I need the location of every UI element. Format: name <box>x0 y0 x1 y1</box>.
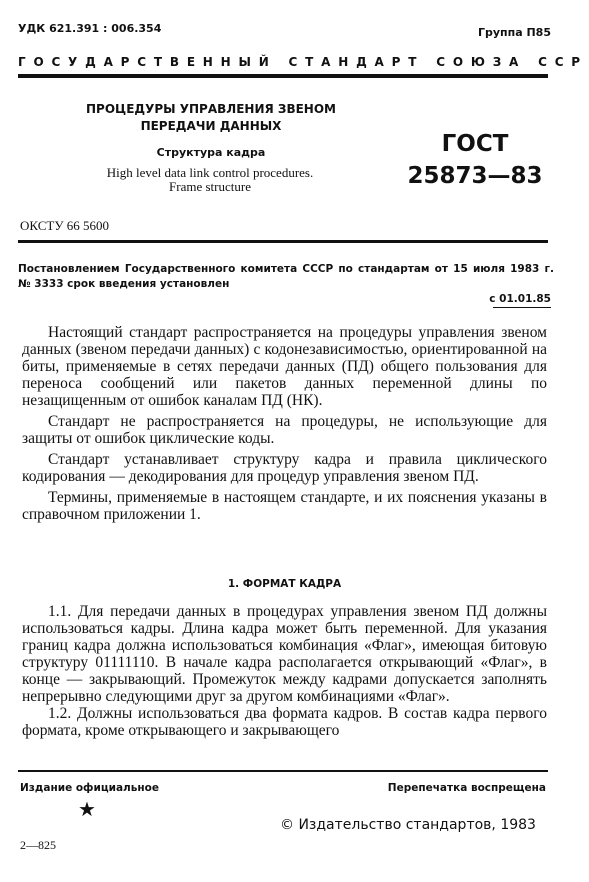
intro-paragraph-1: Настоящий стандарт распространяется на процедуры управления звеном данных (звеном передачи данных) с кодонезависимостью, ориентированной на биты, применяемые в сетях передачи данных (ПД) общего пользования для переноса сообщений или пакетов данных переменной длины по незащищенным от ошибок каналам ПД (НК). <box>22 324 547 409</box>
print-code: 2—825 <box>20 838 56 852</box>
intro-paragraph-4: Термины, применяемые в настоящем стандарте, и их пояснения указаны в справочном приложении 1. <box>22 489 547 523</box>
okstu-code: ОКСТУ 66 5600 <box>20 218 110 233</box>
group-code: Группа П85 <box>477 26 551 39</box>
title-line-1: ПРОЦЕДУРЫ УПРАВЛЕНИЯ ЗВЕНОМ <box>86 102 336 116</box>
gost-designation <box>405 128 545 192</box>
gost-label: ГОСТ <box>441 131 509 157</box>
section-heading: 1. ФОРМАТ КАДРА <box>227 578 342 590</box>
star-icon: ★ <box>78 797 96 821</box>
header-rule <box>18 74 548 78</box>
english-title-line-2: Frame structure <box>169 179 251 194</box>
english-title-line-1: High level data link control procedures. <box>106 165 314 180</box>
clause-1-1: 1.1. Для передачи данных в процедурах управления звеном ПД должны использоваться кадры. Длина кадра может быть переменной. Для указания границ кадра должна использоваться комбинация «Флаг», имеющая битовую структуру 01111110. В начале кадра располагается открывающий «Флаг», в конце — закрывающий. Промежуток между кадрами допускается заполнять непрерывно следующими друг за другом комбинациями «Флаг». <box>22 603 547 705</box>
intro-paragraph-3: Стандарт устанавливает структуру кадра и правила циклического кодирования — декодирования для процедур управления звеном ПД. <box>22 451 547 485</box>
reprint-notice: Перепечатка воспрещена <box>387 782 546 794</box>
footer-rule <box>18 770 548 772</box>
udk-code: УДК 621.391 : 006.354 <box>18 22 162 35</box>
effective-date: с 01.01.85 <box>489 293 551 305</box>
english-title <box>82 166 338 194</box>
gost-number: 25873—83 <box>407 163 543 189</box>
copyright-notice: © Издательство стандартов, 1983 <box>280 817 536 833</box>
intro-paragraph-2: Стандарт не распространяется на процедуры, не использующие для защиты от ошибок циклические коды. <box>22 413 547 447</box>
title-line-2: ПЕРЕДАЧИ ДАННЫХ <box>140 119 282 133</box>
effective-date-underline <box>493 307 551 308</box>
document-subtitle: Структура кадра <box>156 146 266 159</box>
title-rule <box>18 240 548 243</box>
decree-text: Постановлением Государственного комитета СССР по стандартам от 15 июля 1983 г. № 3333 срок введения установлен <box>18 263 554 290</box>
intro-text <box>22 324 547 523</box>
clause-1-2: 1.2. Должны использоваться два формата кадров. В состав кадра первого формата, кроме открывающего и закрывающего <box>22 705 547 739</box>
standard-banner: ГОСУДАРСТВЕННЫЙ СТАНДАРТ СОЮЗА ССР <box>18 55 588 69</box>
section-text <box>22 603 547 739</box>
edition-label: Издание официальное <box>20 782 159 794</box>
document-title <box>76 101 346 135</box>
